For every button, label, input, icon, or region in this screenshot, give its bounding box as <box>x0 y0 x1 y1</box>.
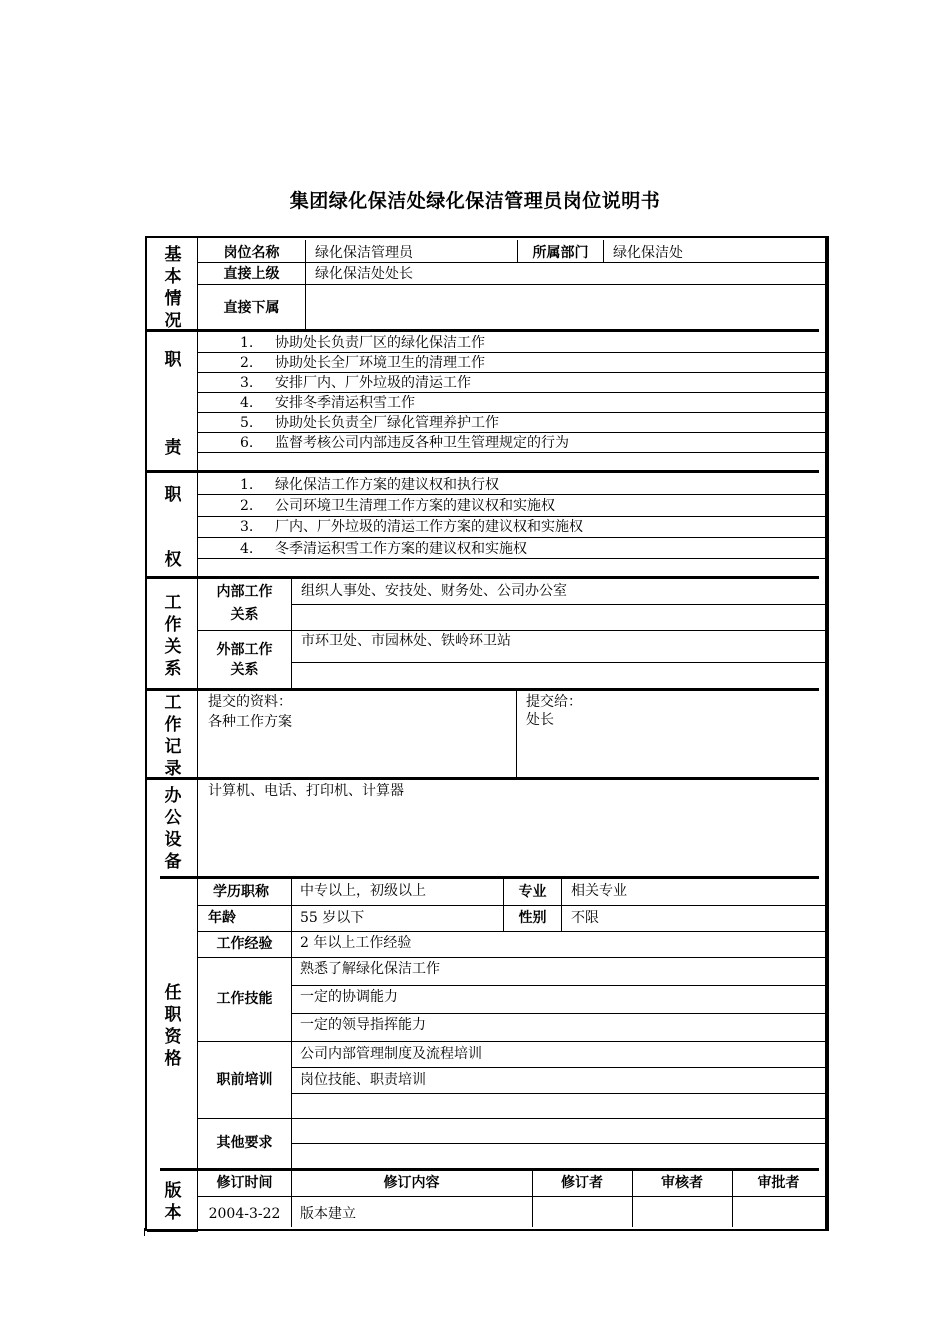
auth-num-4: 4. <box>240 541 254 557</box>
section-records-label: 工作记录 <box>164 693 182 779</box>
submit-label: 提交的资料： <box>208 694 292 710</box>
duty-line-2 <box>198 372 825 373</box>
qual-line-4 <box>291 985 825 986</box>
skill-item-3: 一定的领导指挥能力 <box>300 1017 426 1033</box>
duty-num-6: 6. <box>240 435 254 451</box>
auth-text-1: 绿化保洁工作方案的建议权和执行权 <box>275 477 499 493</box>
section-version-label: 版本 <box>164 1181 182 1223</box>
position-value: 绿化保洁管理员 <box>315 245 413 261</box>
external-label-2: 关系 <box>230 662 259 678</box>
auth-num-3: 3. <box>240 519 254 535</box>
qual-line-5 <box>291 1013 825 1014</box>
duty-line-3 <box>198 392 825 393</box>
submit-to-value: 处长 <box>526 712 554 728</box>
duty-line-4 <box>198 412 825 413</box>
section-duties-top: 职 <box>164 350 182 370</box>
auth-line-3 <box>198 537 825 538</box>
qual-col-line <box>291 879 292 1168</box>
duty-text-6: 监督考核公司内部违反各种卫生管理规定的行为 <box>275 435 569 451</box>
version-cell-time: 2004-3-22 <box>208 1206 281 1222</box>
basic-row-line-2 <box>198 284 825 285</box>
duty-text-4: 安排冬季清运积雪工作 <box>275 395 415 411</box>
auth-text-4: 冬季清运积雪工作方案的建议权和实施权 <box>275 541 527 557</box>
section-authority-bottom: 权 <box>164 550 182 570</box>
edu-label: 学历职称 <box>213 884 269 900</box>
version-header-content: 修订内容 <box>383 1175 440 1191</box>
equipment-value: 计算机、电话、打印机、计算器 <box>208 783 404 799</box>
version-header-approver: 审批者 <box>757 1175 800 1191</box>
qual-line-10 <box>291 1143 825 1144</box>
frame-left-tail <box>144 1228 145 1236</box>
duty-text-5: 协助处长负责全厂绿化管理养护工作 <box>275 415 499 431</box>
divider-basic <box>147 329 819 332</box>
qual-line-8 <box>291 1093 825 1094</box>
auth-line-4 <box>198 558 825 559</box>
qual-line-3 <box>198 957 825 958</box>
duty-text-1: 协助处长负责厂区的绿化保洁工作 <box>275 335 485 351</box>
position-label: 岗位名称 <box>223 245 280 261</box>
qual-line-6 <box>198 1041 825 1042</box>
qual-line-1 <box>198 905 825 906</box>
relations-col-line <box>291 579 292 688</box>
auth-text-2: 公司环境卫生清理工作方案的建议权和实施权 <box>275 498 555 514</box>
section-duties-bottom: 责 <box>164 438 182 458</box>
duty-num-2: 2. <box>240 355 254 371</box>
version-bottom-left <box>147 1229 198 1232</box>
section-authority-top: 职 <box>164 485 182 505</box>
qual-line-7 <box>291 1067 825 1068</box>
version-header-line <box>198 1196 825 1197</box>
internal-label-1: 内部工作 <box>216 584 273 600</box>
duty-text-3: 安排厂内、厂外垃圾的清运工作 <box>275 375 471 391</box>
duty-line-1 <box>198 352 825 353</box>
frame-right-shadow <box>825 236 828 1229</box>
section-relations-label: 工作关系 <box>164 593 182 679</box>
divider-authority <box>147 576 819 579</box>
auth-line-2 <box>198 516 825 517</box>
qual-line-2 <box>198 931 825 932</box>
dept-label: 所属部门 <box>532 245 589 261</box>
external-label-1: 外部工作 <box>216 642 273 658</box>
internal-value: 组织人事处、安技处、财务处、公司办公室 <box>301 583 567 599</box>
relations-line-1 <box>291 604 825 605</box>
duty-num-3: 3. <box>240 375 254 391</box>
auth-text-3: 厂内、厂外垃圾的清运工作方案的建议权和实施权 <box>275 519 583 535</box>
subordinate-label: 直接下属 <box>223 300 280 316</box>
auth-line-1 <box>198 494 825 495</box>
edu-value: 中专以上，初级以上 <box>300 883 426 899</box>
dept-value: 绿化保洁处 <box>613 245 683 261</box>
section-basic-label: 基本情况 <box>164 245 182 331</box>
document-title: 集团绿化保洁处绿化保洁管理员岗位说明书 <box>289 190 661 212</box>
major-value: 相关专业 <box>571 883 627 899</box>
duty-num-1: 1. <box>240 335 254 351</box>
submit-to-label: 提交给： <box>526 694 582 710</box>
skill-item-1: 熟悉了解绿化保洁工作 <box>300 961 440 977</box>
divider-qualification <box>160 1168 819 1171</box>
version-header-time: 修订时间 <box>216 1175 273 1191</box>
basic-row-line-1 <box>198 262 825 263</box>
exp-label: 工作经验 <box>216 936 273 952</box>
duty-line-5 <box>198 432 825 433</box>
basic-col-line <box>305 240 306 329</box>
basic-dept-col-line-2 <box>603 240 604 262</box>
divider-records <box>147 777 819 780</box>
training-item-1: 公司内部管理制度及流程培训 <box>300 1046 482 1062</box>
skills-label: 工作技能 <box>216 991 273 1007</box>
exp-value: 2 年以上工作经验 <box>300 935 412 951</box>
qual-line-9 <box>198 1118 825 1119</box>
gender-value: 不限 <box>571 910 599 926</box>
age-value: 55 岁以下 <box>300 910 365 926</box>
relations-line-2 <box>198 630 825 631</box>
major-label: 专业 <box>518 884 547 900</box>
superior-value: 绿化保洁处处长 <box>315 266 413 282</box>
external-value: 市环卫处、市园林处、铁岭环卫站 <box>301 633 511 649</box>
age-label: 年龄 <box>208 910 236 926</box>
training-item-2: 岗位技能、职责培训 <box>300 1072 426 1088</box>
version-header-reviser: 修订者 <box>561 1175 603 1191</box>
version-header-reviewer: 审核者 <box>661 1175 703 1191</box>
superior-label: 直接上级 <box>223 266 280 282</box>
skill-item-2: 一定的协调能力 <box>300 989 398 1005</box>
section-qualification-label: 任职资格 <box>164 983 182 1069</box>
submit-value: 各种工作方案 <box>208 714 292 730</box>
auth-num-1: 1. <box>240 477 254 493</box>
relations-line-3 <box>291 662 825 663</box>
divider-relations <box>147 688 819 691</box>
internal-label-2: 关系 <box>230 607 259 623</box>
divider-duties <box>147 470 819 473</box>
duty-text-2: 协助处长全厂环境卫生的清理工作 <box>275 355 485 371</box>
duty-line-6 <box>198 452 825 453</box>
divider-equipment <box>160 876 819 879</box>
version-cell-content: 版本建立 <box>300 1206 356 1222</box>
section-equipment-label: 办公设备 <box>164 786 182 872</box>
duty-num-5: 5. <box>240 415 254 431</box>
duty-num-4: 4. <box>240 395 254 411</box>
auth-num-2: 2. <box>240 498 254 514</box>
other-label: 其他要求 <box>216 1135 273 1151</box>
training-label: 职前培训 <box>216 1072 273 1088</box>
records-col-line <box>516 691 517 777</box>
gender-label: 性别 <box>518 910 547 926</box>
